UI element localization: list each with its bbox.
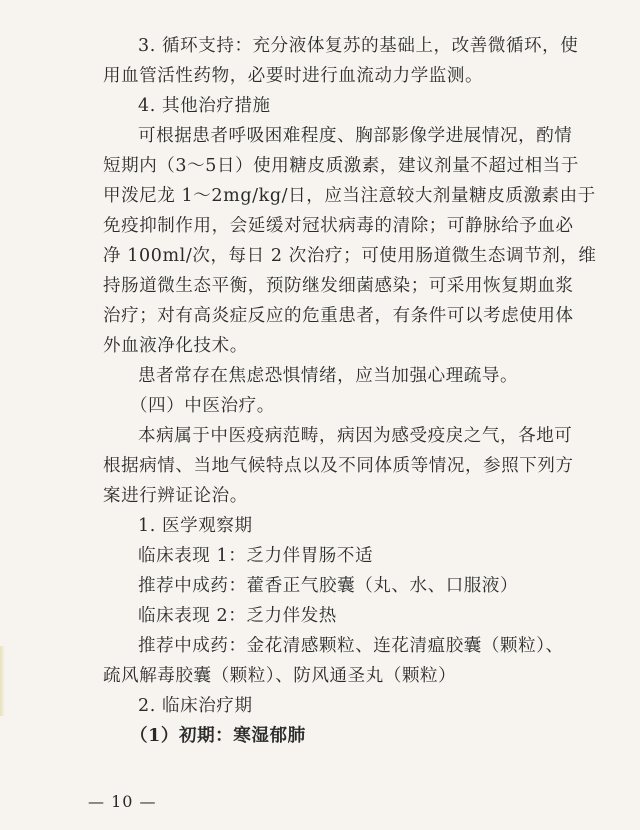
section-heading: （四）中医治疗。 [130, 396, 275, 416]
text-line: 疏风解毒胶囊（颗粒）、防风通圣丸（颗粒） [103, 666, 457, 686]
page-number: — 10 — [88, 792, 157, 811]
text-line: 净 100ml/次，每日 2 次治疗；可使用肠道微生态调节剂，维 [103, 246, 597, 266]
text-line: 甲泼尼龙 1～2mg/kg/日，应当注意较大剂量糖皮质激素由于 [103, 186, 596, 206]
text-line: 临床表现 2：乏力伴发热 [138, 606, 337, 626]
section-heading: 2. 临床治疗期 [138, 696, 253, 716]
text-line: 推荐中成药：金花清感颗粒、连花清瘟胶囊（颗粒）、 [138, 636, 564, 656]
scan-edge-mark [0, 646, 5, 716]
text-line: 根据病情、当地气候特点以及不同体质等情况，参照下列方 [103, 456, 574, 476]
text-line: 可根据患者呼吸困难程度、胸部影像学进展情况，酌情 [138, 126, 573, 146]
text-line: 案进行辨证论治。 [103, 486, 248, 506]
text-line: 患者常存在焦虑恐惧情绪，应当加强心理疏导。 [138, 366, 519, 386]
text-line: 短期内（3～5日）使用糖皮质激素，建议剂量不超过相当于 [103, 156, 579, 176]
text-line: 外血液净化技术。 [103, 336, 248, 356]
section-heading: 1. 医学观察期 [138, 516, 253, 536]
section-heading: 4. 其他治疗措施 [138, 96, 271, 116]
text-line: 持肠道微生态平衡，预防继发细菌感染；可采用恢复期血浆 [103, 276, 574, 296]
text-line: 推荐中成药：藿香正气胶囊（丸、水、口服液） [138, 576, 519, 596]
text-line: 本病属于中医疫病范畴，病因为感受疫戾之气，各地可 [138, 426, 573, 446]
text-line: 治疗；对有高炎症反应的危重患者，有条件可以考虑使用体 [103, 306, 574, 326]
text-line: 用血管活性药物，必要时进行血流动力学监测。 [103, 66, 484, 86]
text-line: 临床表现 1：乏力伴胃肠不适 [138, 546, 374, 566]
text-line: 免疫抑制作用，会延缓对冠状病毒的清除；可静脉给予血必 [103, 216, 574, 236]
subsection-heading: （1）初期：寒湿郁肺 [130, 726, 306, 746]
text-line: 3. 循环支持：充分液体复苏的基础上，改善微循环，使 [138, 36, 579, 56]
